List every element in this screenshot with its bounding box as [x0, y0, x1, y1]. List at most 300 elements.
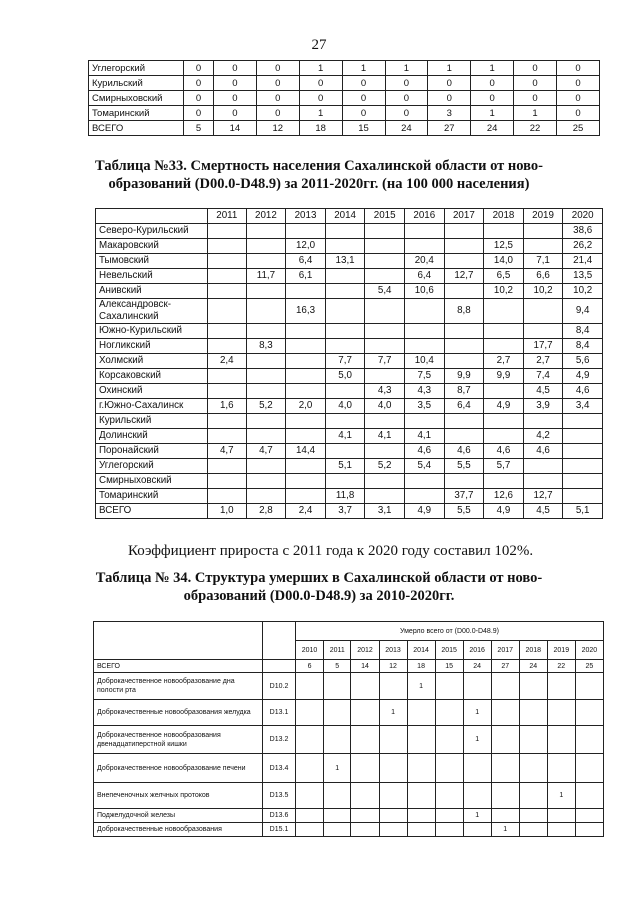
- district-name: Углегорский: [96, 459, 208, 474]
- district-name: Холмский: [96, 354, 208, 369]
- table-row: [89, 106, 600, 121]
- table-cell: 14: [214, 121, 257, 136]
- count-cell: [407, 783, 435, 809]
- row-label: Углегорский: [89, 61, 184, 76]
- count-cell: [575, 754, 603, 783]
- table-row: [96, 254, 603, 269]
- table-cell: 0: [256, 76, 299, 91]
- year-header: 2016: [404, 209, 444, 224]
- table-cell: 1: [428, 61, 471, 76]
- rate-cell: [208, 254, 247, 269]
- count-cell: [435, 673, 463, 700]
- year-header: 2019: [523, 209, 563, 224]
- diagnosis-name: Доброкачественное новообразование печени: [94, 754, 263, 783]
- total-cell: 22: [547, 660, 575, 673]
- year-header: 2013: [379, 641, 407, 660]
- count-cell: [575, 726, 603, 754]
- table-row: [96, 444, 603, 459]
- table-cell: 0: [557, 61, 600, 76]
- rate-cell: [286, 369, 326, 384]
- header-row: [96, 209, 603, 224]
- rate-cell: [286, 474, 326, 489]
- rate-cell: 5,1: [563, 504, 603, 519]
- rate-cell: [208, 459, 247, 474]
- diagnosis-name: Внепеченочных желчных протоков: [94, 783, 263, 809]
- rate-cell: [286, 339, 326, 354]
- rate-cell: 3,4: [563, 399, 603, 414]
- rate-cell: [286, 414, 326, 429]
- rate-cell: [208, 324, 247, 339]
- header-code-blank: [263, 622, 296, 660]
- count-cell: [407, 823, 435, 837]
- rate-cell: 12,7: [523, 489, 563, 504]
- table-row: [96, 504, 603, 519]
- growth-coefficient-paragraph: Коэффициент прироста с 2011 года к 2020 году составил 102%.: [128, 543, 534, 559]
- table-cell: 0: [385, 91, 428, 106]
- rate-cell: [444, 224, 484, 239]
- count-cell: [547, 726, 575, 754]
- diagnosis-name: Доброкачественное новообразование дна полости рта: [94, 673, 263, 700]
- table-row: [96, 429, 603, 444]
- table-row: [96, 324, 603, 339]
- year-header: 2014: [325, 209, 365, 224]
- count-cell: [296, 823, 324, 837]
- count-cell: [379, 754, 407, 783]
- rate-cell: 2,0: [286, 399, 326, 414]
- count-cell: [351, 809, 379, 823]
- year-header: 2018: [519, 641, 547, 660]
- table-cell: 0: [214, 61, 257, 76]
- rate-cell: 4,1: [404, 429, 444, 444]
- table-cell: 0: [184, 91, 214, 106]
- count-cell: 1: [463, 726, 491, 754]
- rate-cell: [523, 414, 563, 429]
- count-cell: [324, 673, 351, 700]
- icd-code: D13.1: [263, 700, 296, 726]
- count-cell: [519, 783, 547, 809]
- table-cell: 0: [428, 91, 471, 106]
- count-cell: [491, 754, 519, 783]
- count-cell: [435, 700, 463, 726]
- rate-cell: 5,6: [563, 354, 603, 369]
- rate-cell: [246, 224, 286, 239]
- rate-cell: [325, 239, 365, 254]
- rate-cell: [325, 224, 365, 239]
- count-cell: [324, 783, 351, 809]
- table-cell: 0: [184, 76, 214, 91]
- rate-cell: [208, 339, 247, 354]
- total-cell: 15: [435, 660, 463, 673]
- year-header: 2012: [351, 641, 379, 660]
- rate-cell: [246, 429, 286, 444]
- rate-cell: 6,4: [404, 269, 444, 284]
- total-cell: 18: [407, 660, 435, 673]
- table-cell: 1: [299, 106, 342, 121]
- district-name: Охинский: [96, 384, 208, 399]
- total-cell: 5: [324, 660, 351, 673]
- count-cell: 1: [463, 700, 491, 726]
- table-row: [94, 783, 604, 809]
- rate-cell: 2,4: [286, 504, 326, 519]
- table-cell: 0: [514, 61, 557, 76]
- district-name: г.Южно-Сахалинск: [96, 399, 208, 414]
- rate-cell: 10,4: [404, 354, 444, 369]
- rate-cell: 37,7: [444, 489, 484, 504]
- rate-cell: 4,7: [208, 444, 247, 459]
- table-row: [94, 809, 604, 823]
- count-cell: [463, 823, 491, 837]
- rate-cell: [484, 324, 524, 339]
- count-cell: 1: [547, 783, 575, 809]
- rate-cell: [484, 339, 524, 354]
- total-cell: 24: [519, 660, 547, 673]
- table-cell: 0: [256, 106, 299, 121]
- row-label: Смирныховский: [89, 91, 184, 106]
- rate-cell: 9,9: [484, 369, 524, 384]
- count-cell: [435, 809, 463, 823]
- rate-cell: [246, 324, 286, 339]
- table-cell: 1: [514, 106, 557, 121]
- table-cell: 0: [514, 91, 557, 106]
- count-cell: [351, 700, 379, 726]
- rate-cell: [404, 414, 444, 429]
- rate-cell: 11,8: [325, 489, 365, 504]
- rate-cell: [563, 459, 603, 474]
- icd-code: D13.6: [263, 809, 296, 823]
- rate-cell: [365, 474, 405, 489]
- rate-cell: [523, 324, 563, 339]
- district-name: Корсаковский: [96, 369, 208, 384]
- table-cell: 0: [256, 61, 299, 76]
- diagnosis-name: Доброкачественное новообразования двенадцатиперстной кишки: [94, 726, 263, 754]
- rate-cell: [523, 224, 563, 239]
- district-name: Курильский: [96, 414, 208, 429]
- rate-cell: 4,1: [365, 429, 405, 444]
- table-cell: 25: [557, 121, 600, 136]
- rate-cell: 10,6: [404, 284, 444, 299]
- year-header: 2014: [407, 641, 435, 660]
- count-cell: [351, 754, 379, 783]
- rate-cell: [484, 429, 524, 444]
- district-name: Долинский: [96, 429, 208, 444]
- rate-cell: 1,6: [208, 399, 247, 414]
- rate-cell: [246, 369, 286, 384]
- count-cell: [491, 809, 519, 823]
- count-cell: [407, 809, 435, 823]
- rate-cell: 4,6: [563, 384, 603, 399]
- rate-cell: [325, 444, 365, 459]
- count-cell: [351, 726, 379, 754]
- count-cell: [547, 823, 575, 837]
- table-row: [96, 299, 603, 324]
- table-cell: 0: [299, 91, 342, 106]
- table-cell: 24: [471, 121, 514, 136]
- rate-cell: [208, 299, 247, 324]
- rate-cell: [286, 384, 326, 399]
- count-cell: [491, 700, 519, 726]
- rate-cell: 6,5: [484, 269, 524, 284]
- rate-cell: 4,5: [523, 504, 563, 519]
- rate-cell: 5,5: [444, 504, 484, 519]
- rate-cell: [484, 414, 524, 429]
- count-cell: [519, 673, 547, 700]
- count-cell: 1: [463, 809, 491, 823]
- count-cell: 1: [491, 823, 519, 837]
- rate-cell: [365, 339, 405, 354]
- header-corner: [96, 209, 208, 224]
- total-cell: 25: [575, 660, 603, 673]
- table-cell: 0: [514, 76, 557, 91]
- rate-cell: [444, 239, 484, 254]
- rate-cell: 10,2: [563, 284, 603, 299]
- group-header: Умерло всего от (D00.0-D48.9): [296, 622, 604, 641]
- table-33-mortality-rates: [95, 208, 603, 519]
- table-cell: 0: [214, 106, 257, 121]
- icd-code: D13.4: [263, 754, 296, 783]
- total-cell: 12: [379, 660, 407, 673]
- rate-cell: 11,7: [246, 269, 286, 284]
- rate-cell: 4,2: [523, 429, 563, 444]
- rate-cell: [404, 299, 444, 324]
- rate-cell: 3,5: [404, 399, 444, 414]
- rate-cell: 4,9: [563, 369, 603, 384]
- count-cell: 1: [324, 754, 351, 783]
- rate-cell: 16,3: [286, 299, 326, 324]
- rate-cell: [365, 444, 405, 459]
- rate-cell: [246, 239, 286, 254]
- rate-cell: [444, 429, 484, 444]
- rate-cell: 4,0: [325, 399, 365, 414]
- rate-cell: [246, 459, 286, 474]
- table-cell: 0: [428, 76, 471, 91]
- rate-cell: 8,4: [563, 339, 603, 354]
- count-cell: [407, 754, 435, 783]
- rate-cell: 6,4: [444, 399, 484, 414]
- table-row: [96, 414, 603, 429]
- total-label: ВСЕГО: [94, 660, 263, 673]
- district-name: Поронайский: [96, 444, 208, 459]
- rate-cell: [563, 489, 603, 504]
- count-cell: [296, 783, 324, 809]
- rate-cell: 5,4: [365, 284, 405, 299]
- row-label: ВСЕГО: [89, 121, 184, 136]
- count-cell: [491, 726, 519, 754]
- table-cell: 1: [385, 61, 428, 76]
- rate-cell: 6,1: [286, 269, 326, 284]
- table-cell: 22: [514, 121, 557, 136]
- district-name: Анивский: [96, 284, 208, 299]
- table-cell: 0: [256, 91, 299, 106]
- rate-cell: [365, 324, 405, 339]
- rate-cell: [286, 459, 326, 474]
- table-cell: 0: [299, 76, 342, 91]
- district-name: Северо-Курильский: [96, 224, 208, 239]
- table-cell: 0: [557, 91, 600, 106]
- rate-cell: [444, 324, 484, 339]
- year-header: 2010: [296, 641, 324, 660]
- rate-cell: [444, 354, 484, 369]
- year-header: 2011: [324, 641, 351, 660]
- rate-cell: [208, 489, 247, 504]
- row-label: Томаринский: [89, 106, 184, 121]
- table-row: [96, 384, 603, 399]
- table-row: [96, 474, 603, 489]
- rate-cell: [404, 224, 444, 239]
- rate-cell: 4,5: [523, 384, 563, 399]
- rate-cell: 8,7: [444, 384, 484, 399]
- count-cell: [575, 809, 603, 823]
- count-cell: [575, 783, 603, 809]
- rate-cell: [325, 284, 365, 299]
- table-row: [96, 399, 603, 414]
- count-cell: [519, 823, 547, 837]
- table-cell: 0: [385, 76, 428, 91]
- rate-cell: 2,4: [208, 354, 247, 369]
- count-cell: [296, 726, 324, 754]
- count-cell: [296, 754, 324, 783]
- rate-cell: 4,1: [325, 429, 365, 444]
- rate-cell: [325, 414, 365, 429]
- header-blank: [94, 622, 263, 660]
- rate-cell: 4,3: [365, 384, 405, 399]
- rate-cell: 2,7: [484, 354, 524, 369]
- rate-cell: 4,7: [246, 444, 286, 459]
- district-name: Ногликский: [96, 339, 208, 354]
- rate-cell: [286, 429, 326, 444]
- rate-cell: [563, 429, 603, 444]
- icd-code: D10.2: [263, 673, 296, 700]
- table-cell: 24: [385, 121, 428, 136]
- rate-cell: [286, 354, 326, 369]
- district-name: Томаринский: [96, 489, 208, 504]
- rate-cell: [286, 324, 326, 339]
- rate-cell: [523, 474, 563, 489]
- year-header: 2015: [435, 641, 463, 660]
- rate-cell: [246, 384, 286, 399]
- count-cell: [407, 726, 435, 754]
- count-cell: [575, 823, 603, 837]
- table-cell: 0: [471, 91, 514, 106]
- table-cell: 1: [471, 106, 514, 121]
- rate-cell: 5,5: [444, 459, 484, 474]
- icd-code: D15.1: [263, 823, 296, 837]
- rate-cell: [404, 474, 444, 489]
- rate-cell: 4,3: [404, 384, 444, 399]
- rate-cell: [563, 474, 603, 489]
- count-cell: [379, 783, 407, 809]
- rate-cell: [246, 474, 286, 489]
- table-cell: 0: [342, 106, 385, 121]
- count-cell: [324, 700, 351, 726]
- count-cell: [491, 673, 519, 700]
- year-header: 2017: [444, 209, 484, 224]
- count-cell: [296, 809, 324, 823]
- table-row: [94, 673, 604, 700]
- rate-cell: 3,7: [325, 504, 365, 519]
- count-cell: [547, 700, 575, 726]
- total-cell: 27: [491, 660, 519, 673]
- count-cell: [324, 809, 351, 823]
- rate-cell: [484, 474, 524, 489]
- rate-cell: 12,5: [484, 239, 524, 254]
- table-cell: 27: [428, 121, 471, 136]
- table-33-caption: Таблица №33. Смертность населения Сахалинской области от ново-образований (D00.0-D48.9) за 2011-2020гг. (на 100 000 населения): [95, 158, 543, 192]
- rate-cell: [484, 224, 524, 239]
- rate-cell: 5,2: [365, 459, 405, 474]
- year-header: 2012: [246, 209, 286, 224]
- table-cell: 0: [184, 106, 214, 121]
- rate-cell: 14,0: [484, 254, 524, 269]
- table-row: [96, 269, 603, 284]
- rate-cell: [563, 444, 603, 459]
- total-cell: 14: [351, 660, 379, 673]
- table-cell: 1: [342, 61, 385, 76]
- count-cell: [575, 673, 603, 700]
- rate-cell: [563, 414, 603, 429]
- count-cell: [519, 754, 547, 783]
- year-header: 2016: [463, 641, 491, 660]
- rate-cell: [523, 239, 563, 254]
- count-cell: [351, 823, 379, 837]
- count-cell: [296, 700, 324, 726]
- rate-cell: 2,7: [523, 354, 563, 369]
- rate-cell: [325, 339, 365, 354]
- rate-cell: 3,9: [523, 399, 563, 414]
- rate-cell: 5,0: [325, 369, 365, 384]
- table-cell: 1: [299, 61, 342, 76]
- rate-cell: [286, 284, 326, 299]
- rate-cell: [325, 324, 365, 339]
- district-name: Невельский: [96, 269, 208, 284]
- table-cell: 0: [471, 76, 514, 91]
- icd-code: D13.5: [263, 783, 296, 809]
- rate-cell: [444, 339, 484, 354]
- year-header: 2017: [491, 641, 519, 660]
- rate-cell: 21,4: [563, 254, 603, 269]
- count-cell: [519, 726, 547, 754]
- district-name: Александровск-Сахалинский: [96, 299, 208, 324]
- icd-code: D13.2: [263, 726, 296, 754]
- rate-cell: 7,7: [365, 354, 405, 369]
- rate-cell: 9,4: [563, 299, 603, 324]
- table-row: [96, 459, 603, 474]
- table-row: [94, 700, 604, 726]
- rate-cell: [246, 354, 286, 369]
- count-cell: [407, 700, 435, 726]
- rate-cell: [325, 474, 365, 489]
- rate-cell: [365, 299, 405, 324]
- district-name: Смирныховский: [96, 474, 208, 489]
- rate-cell: 4,9: [484, 504, 524, 519]
- count-cell: [547, 754, 575, 783]
- rate-cell: 10,2: [523, 284, 563, 299]
- count-cell: [379, 823, 407, 837]
- rate-cell: [208, 284, 247, 299]
- count-cell: 1: [379, 700, 407, 726]
- rate-cell: [484, 299, 524, 324]
- count-cell: [435, 754, 463, 783]
- district-name: Южно-Курильский: [96, 324, 208, 339]
- rate-cell: 17,7: [523, 339, 563, 354]
- table-row: [94, 726, 604, 754]
- count-cell: [519, 809, 547, 823]
- rate-cell: [208, 369, 247, 384]
- rate-cell: 4,0: [365, 399, 405, 414]
- count-cell: [463, 754, 491, 783]
- rate-cell: 7,5: [404, 369, 444, 384]
- rate-cell: [246, 489, 286, 504]
- rate-cell: 4,6: [484, 444, 524, 459]
